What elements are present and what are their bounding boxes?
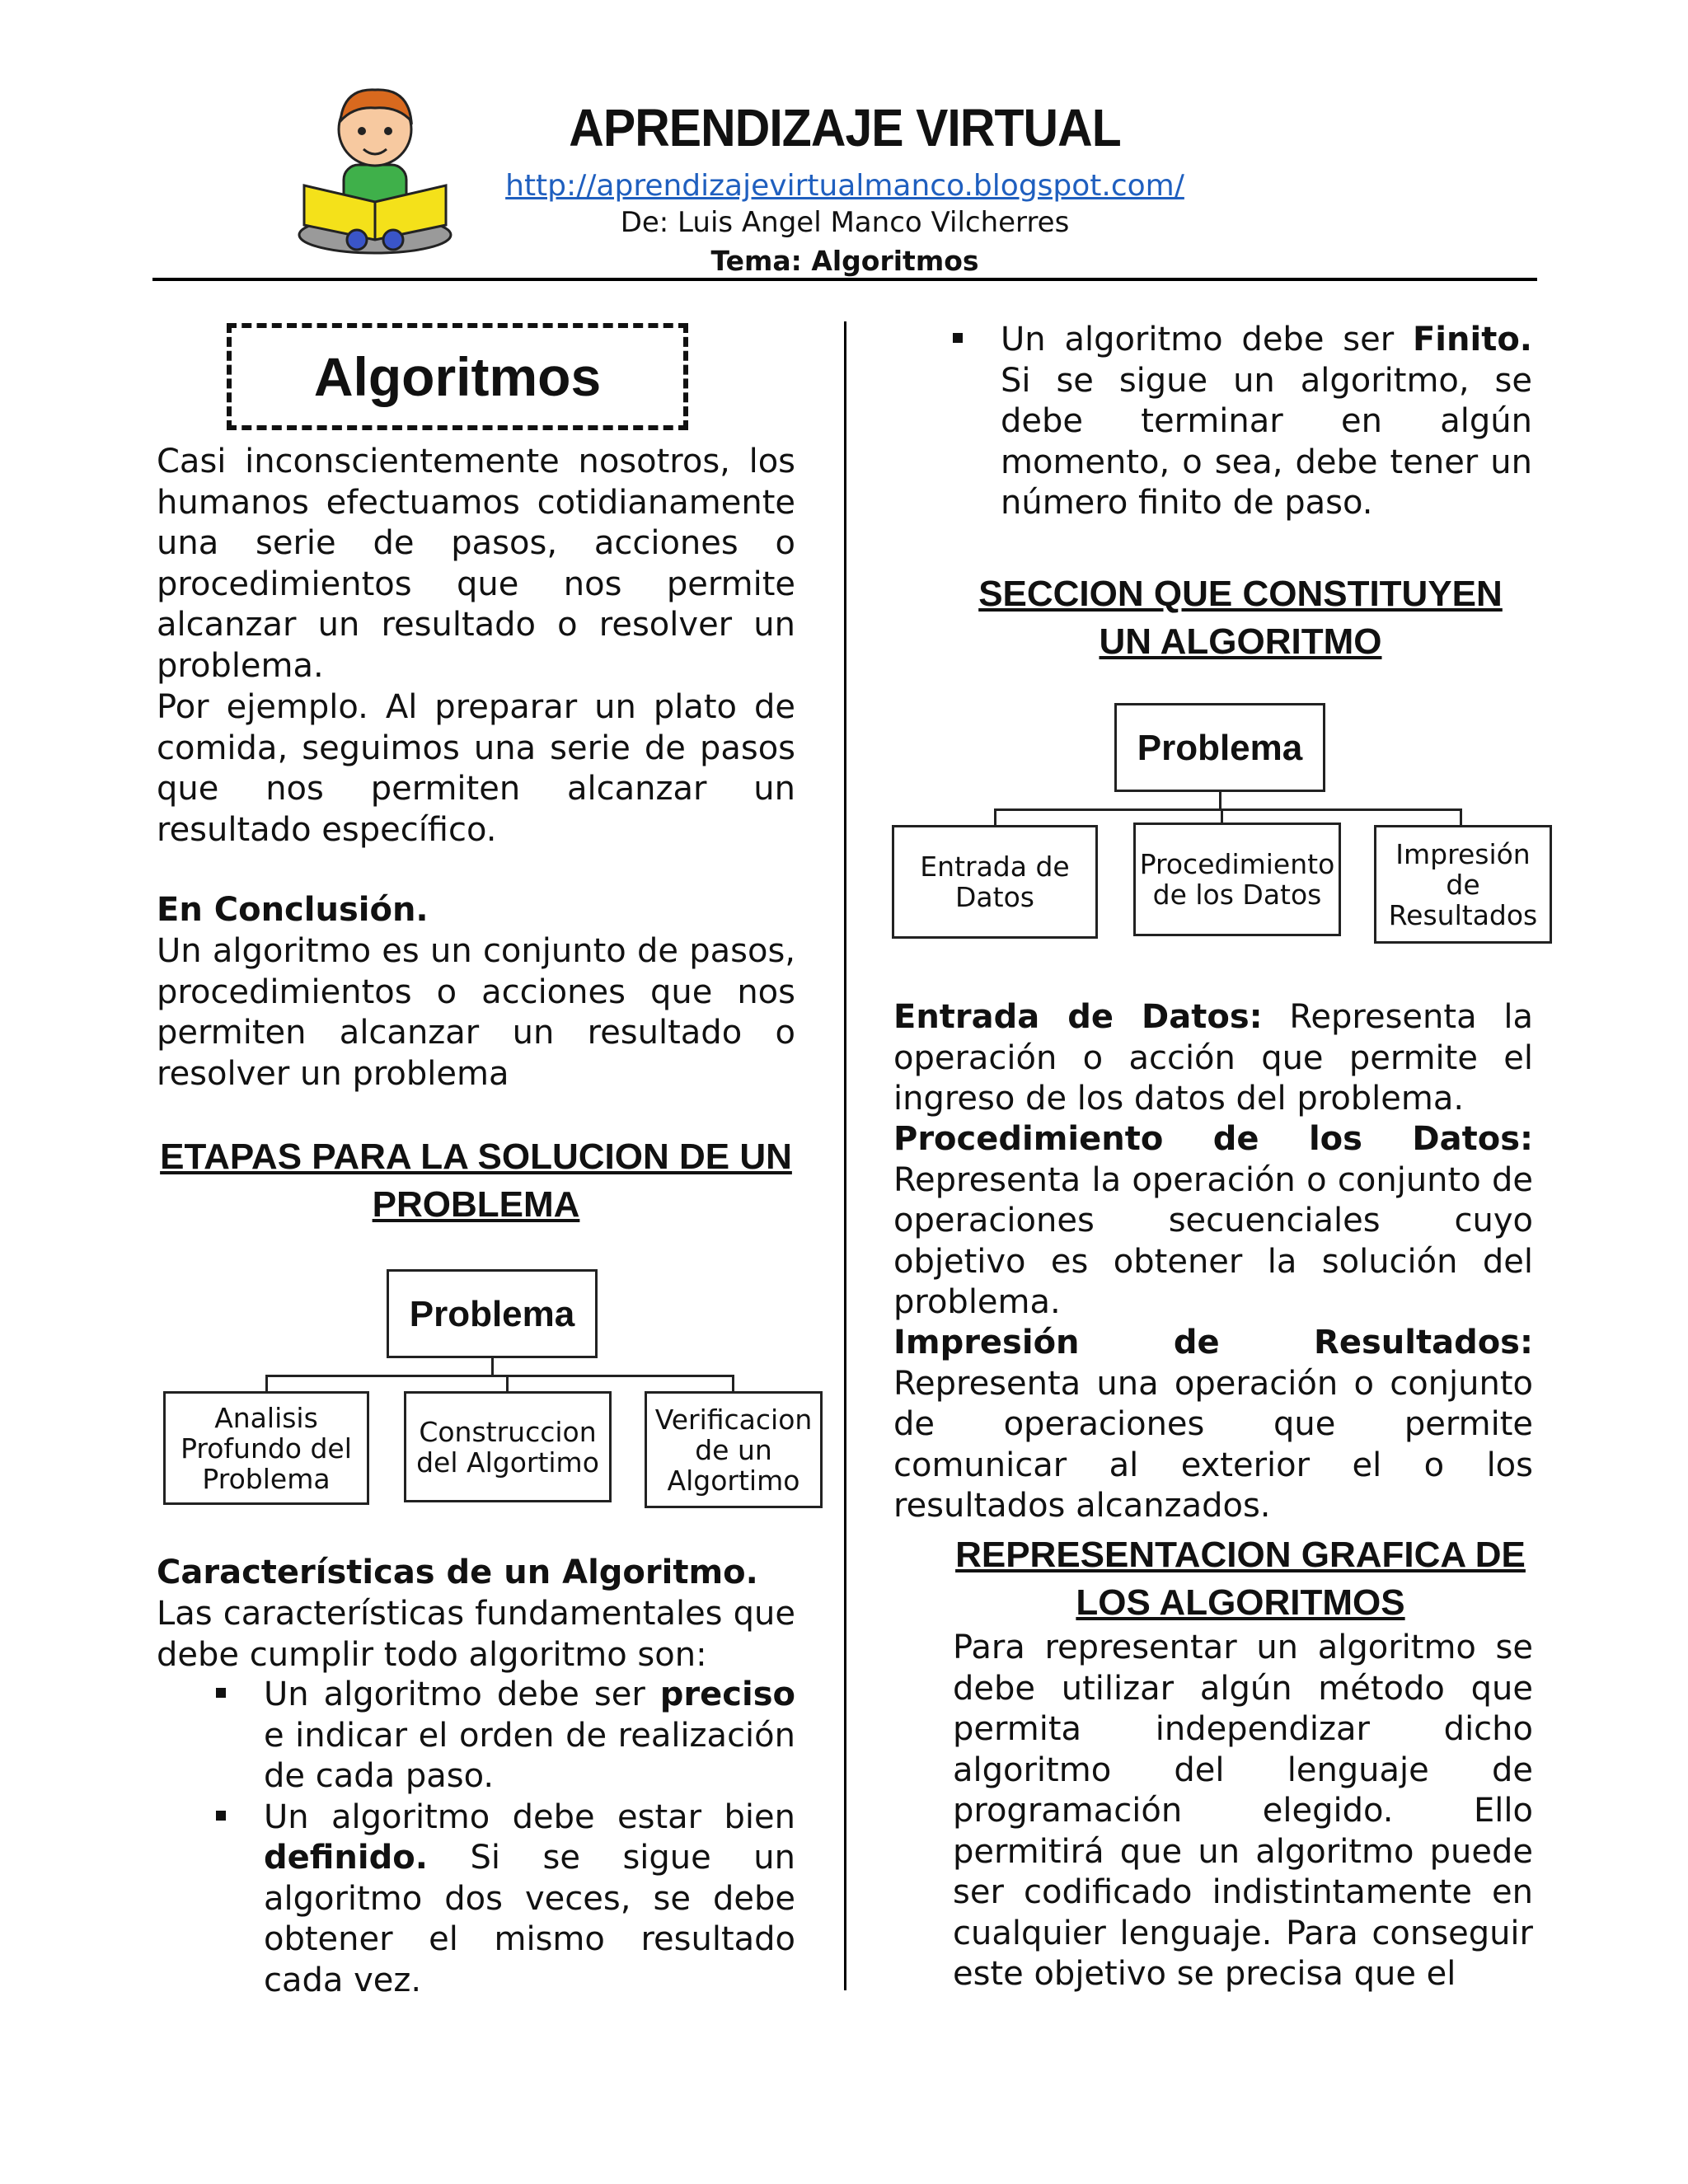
stages-heading-line2: PROBLEMA — [372, 1184, 580, 1225]
example-paragraph: Por ejemplo. Al preparar un plato de comida, seguimos una serie de pasos que nos permiten alcanzar un resultado específico. — [157, 688, 795, 849]
features-list — [264, 1675, 795, 2001]
diagram-connector — [732, 1375, 734, 1393]
diagram-child-impresion: Impresión de Resultados — [1374, 825, 1552, 944]
diagram-root-problema: Problema — [1114, 703, 1325, 792]
feature-text: Si se sigue un algoritmo, se debe terminar en algún momento, o sea, debe tener un número finito de paso. — [1001, 361, 1532, 522]
site-url-link[interactable]: http://aprendizajevirtualmanco.blogspot.com/ — [505, 169, 1184, 203]
definition-term: Entrada de Datos: — [893, 998, 1263, 1036]
site-title: APRENDIZAJE VIRTUAL — [569, 98, 1121, 157]
definition-text: Representa la operación o acción que permite el ingreso de los datos del problema. — [893, 998, 1533, 1118]
bullet-square-icon — [216, 1688, 226, 1698]
header-divider — [152, 278, 1537, 281]
column-divider — [844, 321, 846, 1990]
feature-preciso — [264, 1675, 795, 1797]
diagram-connector — [994, 808, 1462, 811]
diagram-child-analisis: Analisis Profundo del Problema — [163, 1391, 369, 1505]
graphic-heading-line1: REPRESENTACION GRAFICA DE — [955, 1535, 1526, 1575]
feature-text: Un algoritmo debe estar bien — [264, 1797, 795, 1836]
bullet-square-icon — [216, 1811, 226, 1821]
author-line: De: Luis Angel Manco Vilcherres — [620, 206, 1070, 239]
definition-entrada — [893, 997, 1533, 1120]
graphic-heading-line2: LOS ALGORITMOS — [1076, 1582, 1405, 1623]
stages-heading-line1: ETAPAS PARA LA SOLUCION DE UN — [160, 1137, 792, 1177]
feature-text: Un algoritmo debe ser — [1001, 321, 1413, 359]
intro-paragraph: Casi inconscientemente nosotros, los humanos efectuamos cotidianamente una serie de pasos, acciones o procedimientos que nos permite alcanzar un resultado o resolver un problema. — [157, 443, 795, 685]
topic-line: Tema: Algoritmos — [710, 245, 979, 277]
definition-procedimiento — [893, 1119, 1533, 1324]
graphic-paragraph: Para representar un algoritmo se debe utilizar algún método que permita independizar dicho algoritmo del lenguaje de programación elegido. Ello permitirá que un algoritmo puede ser codificado indistintamente en cualquier lenguaje. Para conseguir este objetivo se precisa que el — [953, 1629, 1533, 1993]
feature-text: Un algoritmo debe ser — [264, 1675, 660, 1713]
diagram-child-procedimiento: Procedimiento de los Datos — [1133, 823, 1341, 936]
features-heading: Características de un Algoritmo. — [157, 1554, 758, 1591]
diagram-child-construccion: Construccion del Algortimo — [404, 1391, 612, 1502]
diagram-root-problema: Problema — [387, 1269, 598, 1358]
bullet-square-icon — [953, 333, 963, 343]
feature-finito — [1001, 320, 1532, 524]
diagram-connector — [491, 1358, 494, 1376]
feature-keyword: Finito. — [1412, 321, 1532, 359]
diagram-connector — [265, 1375, 734, 1377]
diagram-child-entrada: Entrada de Datos — [892, 825, 1098, 939]
definition-impresion — [893, 1323, 1533, 1527]
diagram-child-verificacion: Verificacion de un Algortimo — [645, 1391, 823, 1508]
sections-heading-line2: UN ALGORITMO — [1099, 621, 1382, 662]
definition-term: Impresión de Resultados: — [893, 1324, 1533, 1361]
diagram-connector — [1460, 808, 1462, 827]
page-title-box: Algoritmos — [227, 323, 688, 430]
diagram-connector — [265, 1375, 268, 1393]
definition-text: Representa una operación o conjunto de operaciones que permite comunicar al exterior el o los resultados alcanzados. — [893, 1364, 1533, 1525]
definition-term: Procedimiento de los Datos: — [893, 1120, 1533, 1158]
feature-keyword: definido. — [264, 1839, 428, 1877]
conclusion-paragraph: Un algoritmo es un conjunto de pasos, procedimientos o acciones que nos permiten alcanzar un resultado o resolver un problema — [157, 932, 795, 1093]
definition-text: Representa la operación o conjunto de operaciones secuenciales cuyo objetivo es obtener la solución del problema. — [893, 1160, 1533, 1321]
feature-keyword: preciso — [659, 1675, 795, 1713]
feature-text: e indicar el orden de realización de cada paso. — [264, 1716, 795, 1795]
diagram-connector — [994, 808, 996, 827]
child-reading-book-icon — [293, 78, 457, 255]
feature-definido — [264, 1797, 795, 2002]
features-list-continued — [1001, 320, 1532, 524]
conclusion-heading: En Conclusión. — [157, 891, 429, 929]
feature-text: Si se sigue un algoritmo dos veces, se debe obtener el mismo resultado cada vez. — [264, 1839, 795, 1999]
diagram-connector — [506, 1375, 509, 1393]
diagram-connector — [1219, 792, 1221, 810]
features-intro: Las características fundamentales que debe cumplir todo algoritmo son: — [157, 1595, 795, 1674]
sections-heading-line1: SECCION QUE CONSTITUYEN — [978, 574, 1503, 614]
